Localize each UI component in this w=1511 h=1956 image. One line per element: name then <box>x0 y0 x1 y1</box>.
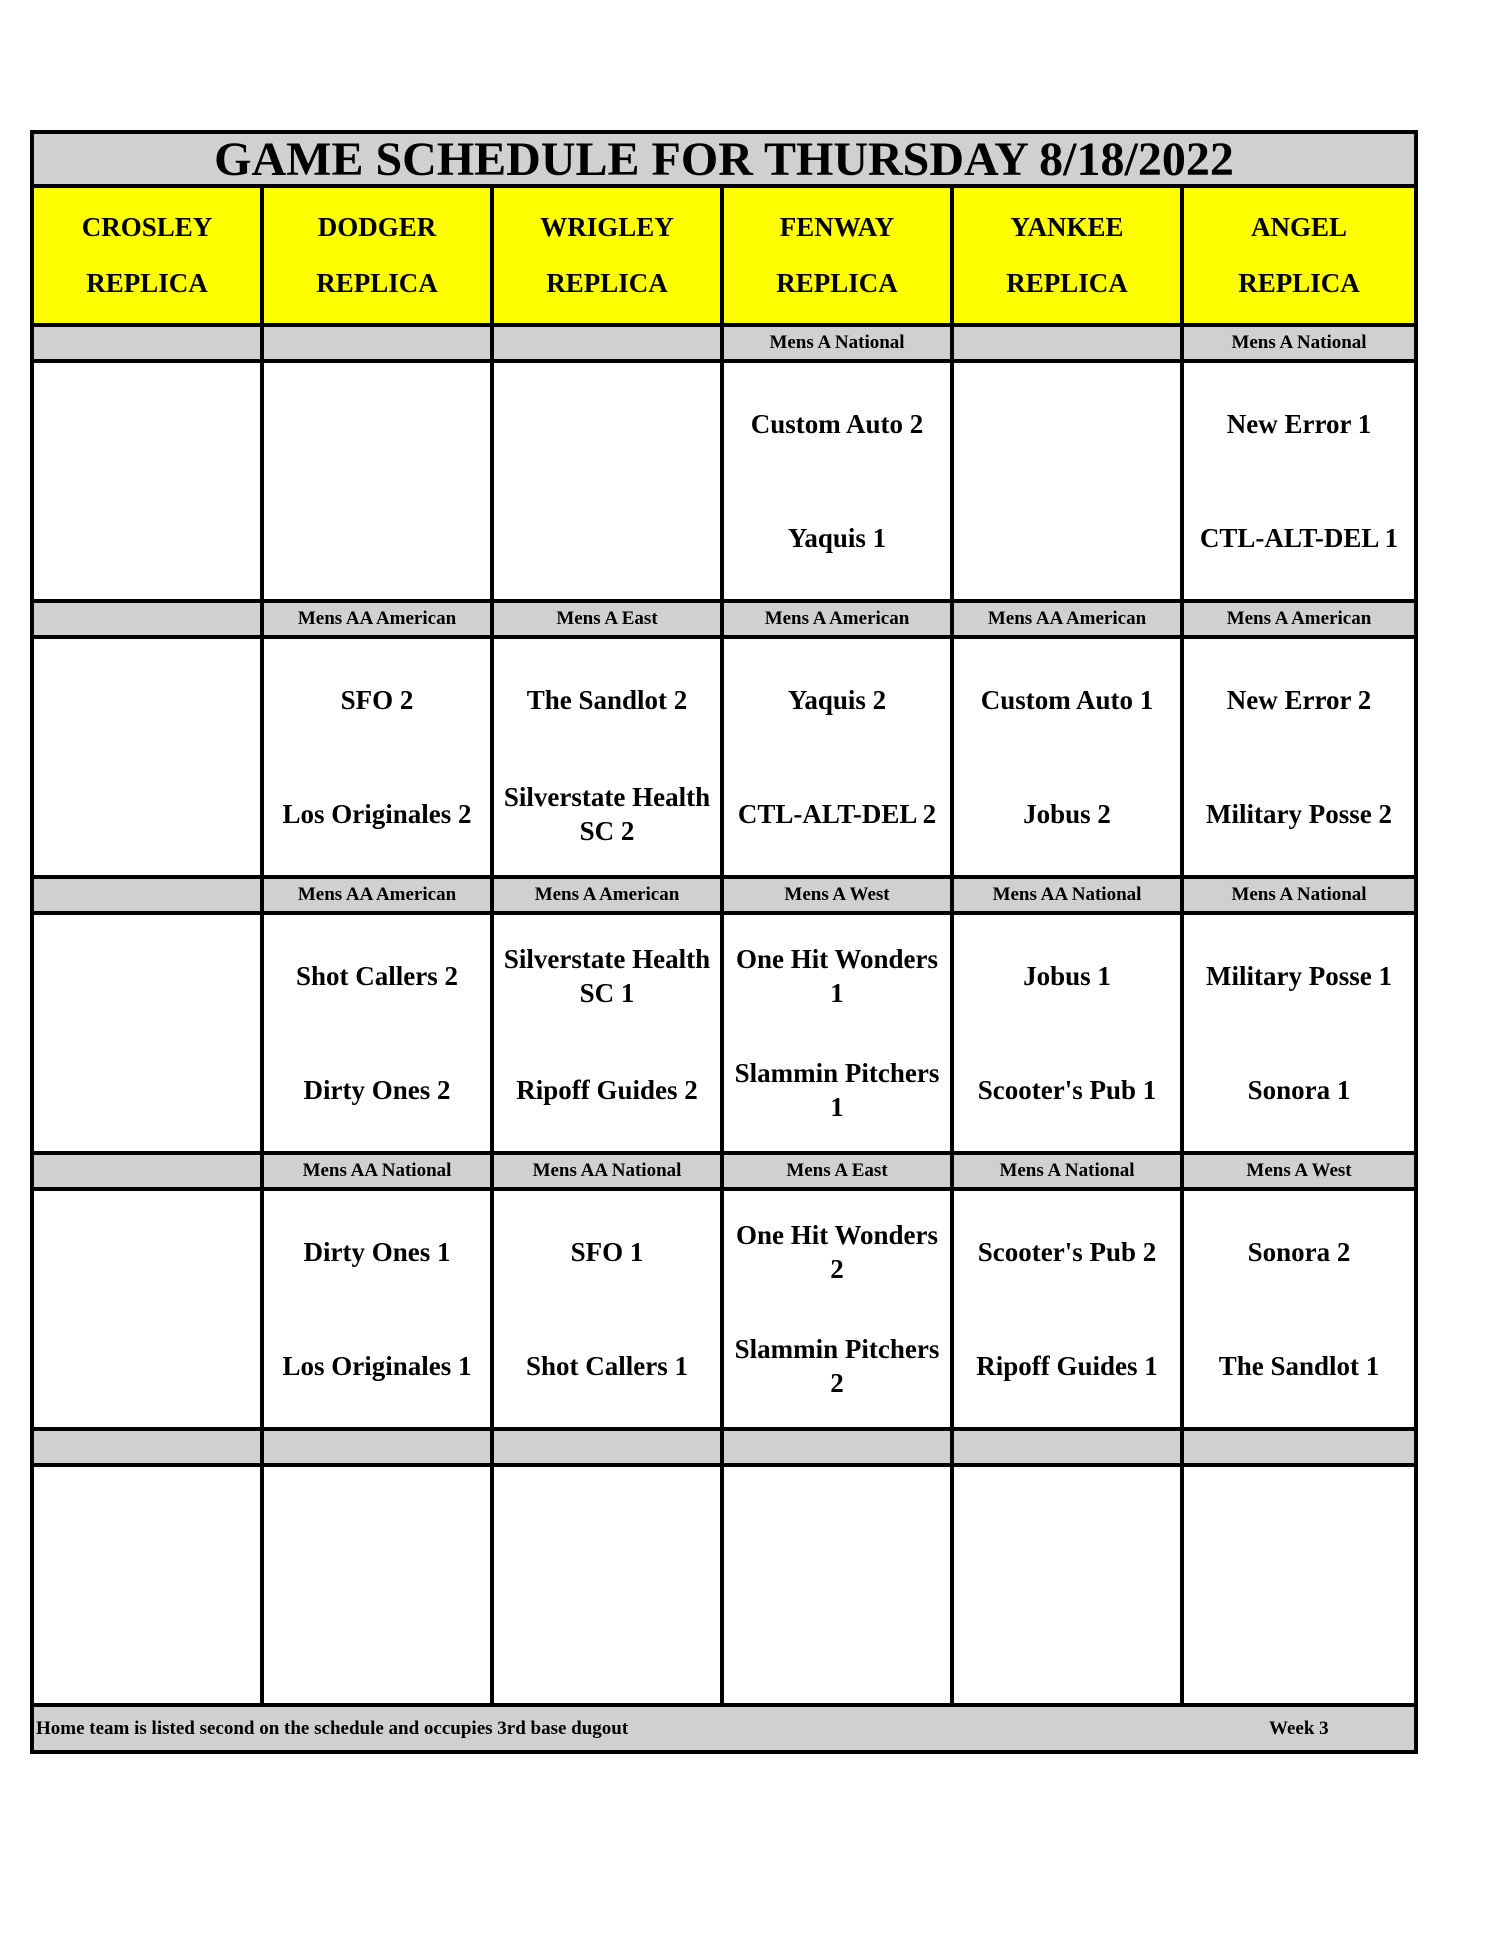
away-team: Jobus 1 <box>1023 961 1111 991</box>
game-cell <box>494 1191 724 1427</box>
game-cell <box>724 915 954 1151</box>
game-cell <box>1184 915 1414 1151</box>
field-header-crosley <box>34 188 264 323</box>
field-name: YANKEE <box>1010 212 1124 243</box>
division-label: Mens A American <box>724 603 954 635</box>
division-label: Mens AA American <box>954 603 1184 635</box>
away-team <box>494 1471 720 1585</box>
division-label <box>34 1431 264 1463</box>
away-team <box>954 367 1180 481</box>
schedule-table <box>30 130 1418 1754</box>
away-team: Scooter's Pub 2 <box>977 1237 1157 1267</box>
game-cell <box>954 915 1184 1151</box>
division-label: Mens A East <box>494 603 724 635</box>
home-team <box>34 1033 260 1147</box>
field-name: DODGER <box>317 212 437 243</box>
field-name: CROSLEY <box>81 212 213 243</box>
division-label: Mens AA American <box>264 879 494 911</box>
division-label <box>34 327 264 359</box>
home-team <box>34 481 260 595</box>
away-team: Custom Auto 2 <box>750 409 924 439</box>
division-label <box>264 1431 494 1463</box>
field-header-yankee <box>954 188 1184 323</box>
field-type: REPLICA <box>546 267 668 298</box>
week-label: Week 3 <box>1269 1718 1329 1739</box>
field-type: REPLICA <box>1238 267 1360 298</box>
home-team: Los Originales 1 <box>282 1351 472 1381</box>
game-row <box>34 363 1414 603</box>
division-label <box>494 1431 724 1463</box>
away-team: Sonora 2 <box>1247 1237 1351 1267</box>
home-team <box>494 1585 720 1699</box>
game-cell <box>34 1467 264 1703</box>
game-slots <box>34 327 1414 1707</box>
game-cell <box>34 363 264 599</box>
game-cell <box>954 363 1184 599</box>
away-team: Silverstate Health SC 1 <box>503 944 711 1008</box>
division-label <box>34 879 264 911</box>
home-team: Silverstate Health SC 2 <box>503 782 711 846</box>
game-cell <box>1184 1467 1414 1703</box>
away-team <box>264 367 490 481</box>
home-team: Jobus 2 <box>1023 799 1111 829</box>
game-cell <box>34 639 264 875</box>
game-cell <box>494 363 724 599</box>
game-cell <box>494 915 724 1151</box>
home-team <box>724 1585 950 1699</box>
game-row <box>34 1191 1414 1431</box>
away-team: SFO 1 <box>570 1237 644 1267</box>
home-team <box>34 757 260 871</box>
division-label <box>954 1431 1184 1463</box>
home-team <box>34 1585 260 1699</box>
division-row <box>34 327 1414 363</box>
footer-note: Home team is listed second on the schedule and occupies 3rd base dugout <box>36 1718 629 1739</box>
division-label <box>724 1431 954 1463</box>
division-label <box>1184 1431 1414 1463</box>
home-team: Yaquis 1 <box>787 523 887 553</box>
away-team: The Sandlot 2 <box>526 685 688 715</box>
home-team <box>954 1585 1180 1699</box>
away-team <box>264 1471 490 1585</box>
home-team <box>494 481 720 595</box>
game-cell <box>724 1191 954 1427</box>
away-team: New Error 1 <box>1226 409 1372 439</box>
field-name: ANGEL <box>1250 212 1348 243</box>
division-label: Mens A National <box>1184 879 1414 911</box>
division-label <box>264 327 494 359</box>
away-team: SFO 2 <box>340 685 414 715</box>
division-label: Mens A National <box>724 327 954 359</box>
game-row <box>34 639 1414 879</box>
division-label: Mens A National <box>1184 327 1414 359</box>
home-team: Shot Callers 1 <box>526 1351 688 1381</box>
division-label: Mens A American <box>494 879 724 911</box>
field-header-wrigley <box>494 188 724 323</box>
home-team: CTL-ALT-DEL 1 <box>1199 523 1399 553</box>
home-team: Slammin Pitchers 1 <box>734 1058 940 1122</box>
game-cell <box>264 915 494 1151</box>
away-team <box>1184 1471 1414 1585</box>
division-label: Mens A East <box>724 1155 954 1187</box>
field-header-row <box>34 188 1414 327</box>
away-team: One Hit Wonders 2 <box>735 1220 939 1284</box>
field-name: FENWAY <box>779 212 895 243</box>
home-team: Dirty Ones 2 <box>303 1075 451 1105</box>
division-label: Mens AA National <box>494 1155 724 1187</box>
away-team <box>954 1471 1180 1585</box>
game-cell <box>494 1467 724 1703</box>
game-cell <box>724 363 954 599</box>
home-team: The Sandlot 1 <box>1218 1351 1380 1381</box>
away-team <box>494 367 720 481</box>
home-team: Los Originales 2 <box>282 799 472 829</box>
division-label: Mens AA National <box>264 1155 494 1187</box>
field-header-dodger <box>264 188 494 323</box>
footer-row <box>34 1707 1414 1750</box>
game-cell <box>1184 1191 1414 1427</box>
game-cell <box>264 1191 494 1427</box>
game-cell <box>1184 363 1414 599</box>
division-label: Mens A West <box>724 879 954 911</box>
division-label <box>954 327 1184 359</box>
away-team: One Hit Wonders 1 <box>735 944 939 1008</box>
field-header-angel <box>1184 188 1414 323</box>
away-team <box>34 1471 260 1585</box>
home-team <box>264 481 490 595</box>
home-team <box>954 481 1180 595</box>
game-cell <box>954 639 1184 875</box>
game-row <box>34 1467 1414 1707</box>
away-team <box>34 367 260 481</box>
division-label: Mens A National <box>954 1155 1184 1187</box>
home-team <box>264 1585 490 1699</box>
game-row <box>34 915 1414 1155</box>
division-label <box>34 603 264 635</box>
game-cell <box>494 639 724 875</box>
division-label: Mens A West <box>1184 1155 1414 1187</box>
game-cell <box>954 1191 1184 1427</box>
game-cell <box>724 1467 954 1703</box>
home-team: Slammin Pitchers 2 <box>734 1334 940 1398</box>
field-type: REPLICA <box>86 267 208 298</box>
division-row <box>34 1155 1414 1191</box>
game-cell <box>264 639 494 875</box>
home-team: Ripoff Guides 1 <box>976 1351 1158 1381</box>
field-type: REPLICA <box>316 267 438 298</box>
division-row <box>34 879 1414 915</box>
game-cell <box>954 1467 1184 1703</box>
away-team <box>34 1195 260 1309</box>
division-row <box>34 603 1414 639</box>
away-team: Custom Auto 1 <box>980 685 1154 715</box>
away-team: Dirty Ones 1 <box>303 1237 451 1267</box>
division-label: Mens AA American <box>264 603 494 635</box>
division-label <box>34 1155 264 1187</box>
division-label: Mens AA National <box>954 879 1184 911</box>
field-name: WRIGLEY <box>540 212 674 243</box>
page-title: GAME SCHEDULE FOR THURSDAY 8/18/2022 <box>34 134 1414 188</box>
game-cell <box>264 363 494 599</box>
home-team <box>34 1309 260 1423</box>
division-label: Mens A American <box>1184 603 1414 635</box>
away-team <box>724 1471 950 1585</box>
away-team <box>34 919 260 1033</box>
field-type: REPLICA <box>776 267 898 298</box>
away-team: Military Posse 1 <box>1206 961 1392 991</box>
home-team: Ripoff Guides 2 <box>516 1075 698 1105</box>
game-cell <box>34 915 264 1151</box>
division-label <box>494 327 724 359</box>
away-team: Yaquis 2 <box>787 685 887 715</box>
field-header-fenway <box>724 188 954 323</box>
home-team: CTL-ALT-DEL 2 <box>737 799 937 829</box>
home-team: Sonora 1 <box>1247 1075 1351 1105</box>
home-team <box>1184 1585 1414 1699</box>
home-team: Military Posse 2 <box>1206 799 1392 829</box>
game-cell <box>1184 639 1414 875</box>
game-cell <box>724 639 954 875</box>
division-row <box>34 1431 1414 1467</box>
field-type: REPLICA <box>1006 267 1128 298</box>
away-team <box>34 643 260 757</box>
away-team: New Error 2 <box>1226 685 1372 715</box>
game-cell <box>34 1191 264 1427</box>
away-team: Shot Callers 2 <box>296 961 458 991</box>
game-cell <box>264 1467 494 1703</box>
home-team: Scooter's Pub 1 <box>977 1075 1157 1105</box>
